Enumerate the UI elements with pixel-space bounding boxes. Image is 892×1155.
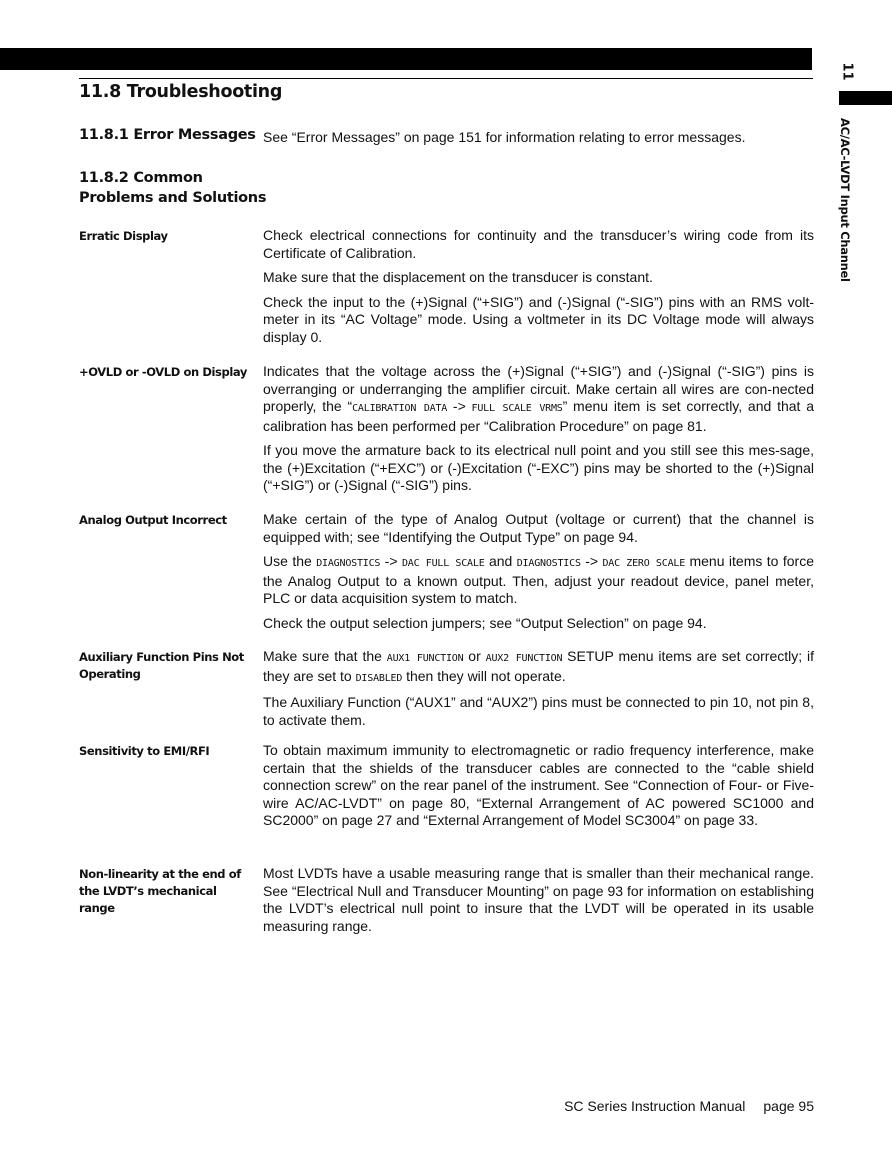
menu-item-diagnostics: DIAGNOSTICS: [516, 558, 581, 569]
problem-label-nonlinearity: Non-linearity at the end of the LVDT’s mechanical range: [79, 867, 241, 915]
problem-text-analog: Make certain of the type of Analog Output (voltage or current) that the channel is equipped with; see “Identifying the Output Type” on page 94. Use the DIAGNOSTICS -> DAC FULL SCALE and DIAGNOSTICS -> DAC ZERO SCALE menu items to force the Analog Output to a known output. Then, adjust your readout device, panel meter, PLC or data acquisition system to match. Check the output selection jumpers; see “Output Selection” on page 94.: [263, 511, 815, 631]
problem-text-nonlinearity: Most LVDTs have a usable measuring range that is smaller than their mechanical range. See “Electrical Null and Transducer Mounting” on page 93 for information on establishing the LVDT’s electrical null point to insure that the LVDT will be operated in its usable measuring range.: [263, 865, 814, 934]
page-footer: [564, 1098, 814, 1114]
section-title: 11.8 Troubleshooting: [79, 82, 283, 102]
problem-label-aux: Auxiliary Function Pins Not Operating: [79, 650, 244, 681]
menu-item-aux1-function: AUX1 FUNCTION: [386, 653, 464, 664]
problem-text-ovld: Indicates that the voltage across the (+)Signal (“+SIG”) and (-)Signal (“-SIG”) pins is overranging or underranging the amplifier circuit. Make certain all wires are con-nected properly, the “CALIBRATION DATA -> FULL SCALE VRMS” menu item is set correctly, and that a calibration has been performed per “Calibration Procedure” on page 81. If you move the armature back to its electrical null point and you still see this mes-sage, the (+)Excitation (“+EXC”) or (-)Excitation (“-EXC”) pins may be shorted to the (+)Signal (“+SIG”) or (-)Signal (“-SIG”) pins.: [263, 363, 814, 493]
problem-label-emi: Sensitivity to EMI/RFI: [79, 744, 210, 758]
menu-item-aux2-function: AUX2 FUNCTION: [485, 653, 563, 664]
menu-item-dac-zero-scale: DAC ZERO SCALE: [602, 558, 686, 569]
menu-item-full-scale-vrms: FULL SCALE VRMS: [471, 403, 563, 414]
problem-text-emi: To obtain maximum immunity to electromagnetic or radio frequency interference, make certain that the shields of the transducer cables are connected to the “cable shield connection screw” on the rear panel of the instrument. See “Connection of Four- or Five-wire AC/AC-LVDT” on page 80, “External Arrangement of AC powered SC1000 and SC2000” on page 27 and “External Arrangement of Model SC3004” on page 33.: [263, 742, 814, 828]
header-rule: [79, 78, 813, 79]
footer-page-number: page 95: [763, 1098, 814, 1114]
header-bar: [0, 48, 812, 70]
footer-manual-title: SC Series Instruction Manual: [564, 1098, 746, 1114]
menu-item-calibration-data: CALIBRATION DATA: [352, 403, 448, 414]
error-messages-text: See “Error Messages” on page 151 for information relating to error messages.: [263, 129, 746, 145]
chapter-number: 11: [839, 62, 855, 81]
problem-label-analog: Analog Output Incorrect: [79, 513, 227, 527]
subsection-common-problems-title: 11.8.2 Common Problems and Solutions: [79, 170, 267, 206]
chapter-tab: [839, 91, 892, 105]
menu-item-dac-full-scale: DAC FULL SCALE: [401, 558, 485, 569]
subsection-error-messages-title: 11.8.1 Error Messages: [79, 127, 256, 143]
problem-text-aux: Make sure that the AUX1 FUNCTION or AUX2 FUNCTION SETUP menu items are set correctly; if they are set to DISABLED then they will not operate. The Auxiliary Function (“AUX1” and “AUX2”) pins must be connected to pin 10, not pin 8, to activate them.: [263, 648, 814, 728]
problem-label-ovld: +OVLD or -OVLD on Display: [79, 365, 247, 379]
problem-label-erratic: Erratic Display: [79, 229, 168, 243]
problem-text-erratic: Check electrical connections for continuity and the transducer’s wiring code from its Certificate of Calibration. Make sure that the displacement on the transducer is constant. Check the input to the (+)Signal (“+SIG”) and (-)Signal (“-SIG”) pins with an RMS volt-meter in its “AC Voltage” mode. Using a voltmeter in its DC Voltage mode will always display 0.: [263, 227, 814, 345]
chapter-side-label: AC/AC-LVDT Input Channel: [838, 118, 852, 282]
menu-item-diagnostics: DIAGNOSTICS: [316, 558, 381, 569]
menu-value-disabled: DISABLED: [355, 672, 403, 684]
